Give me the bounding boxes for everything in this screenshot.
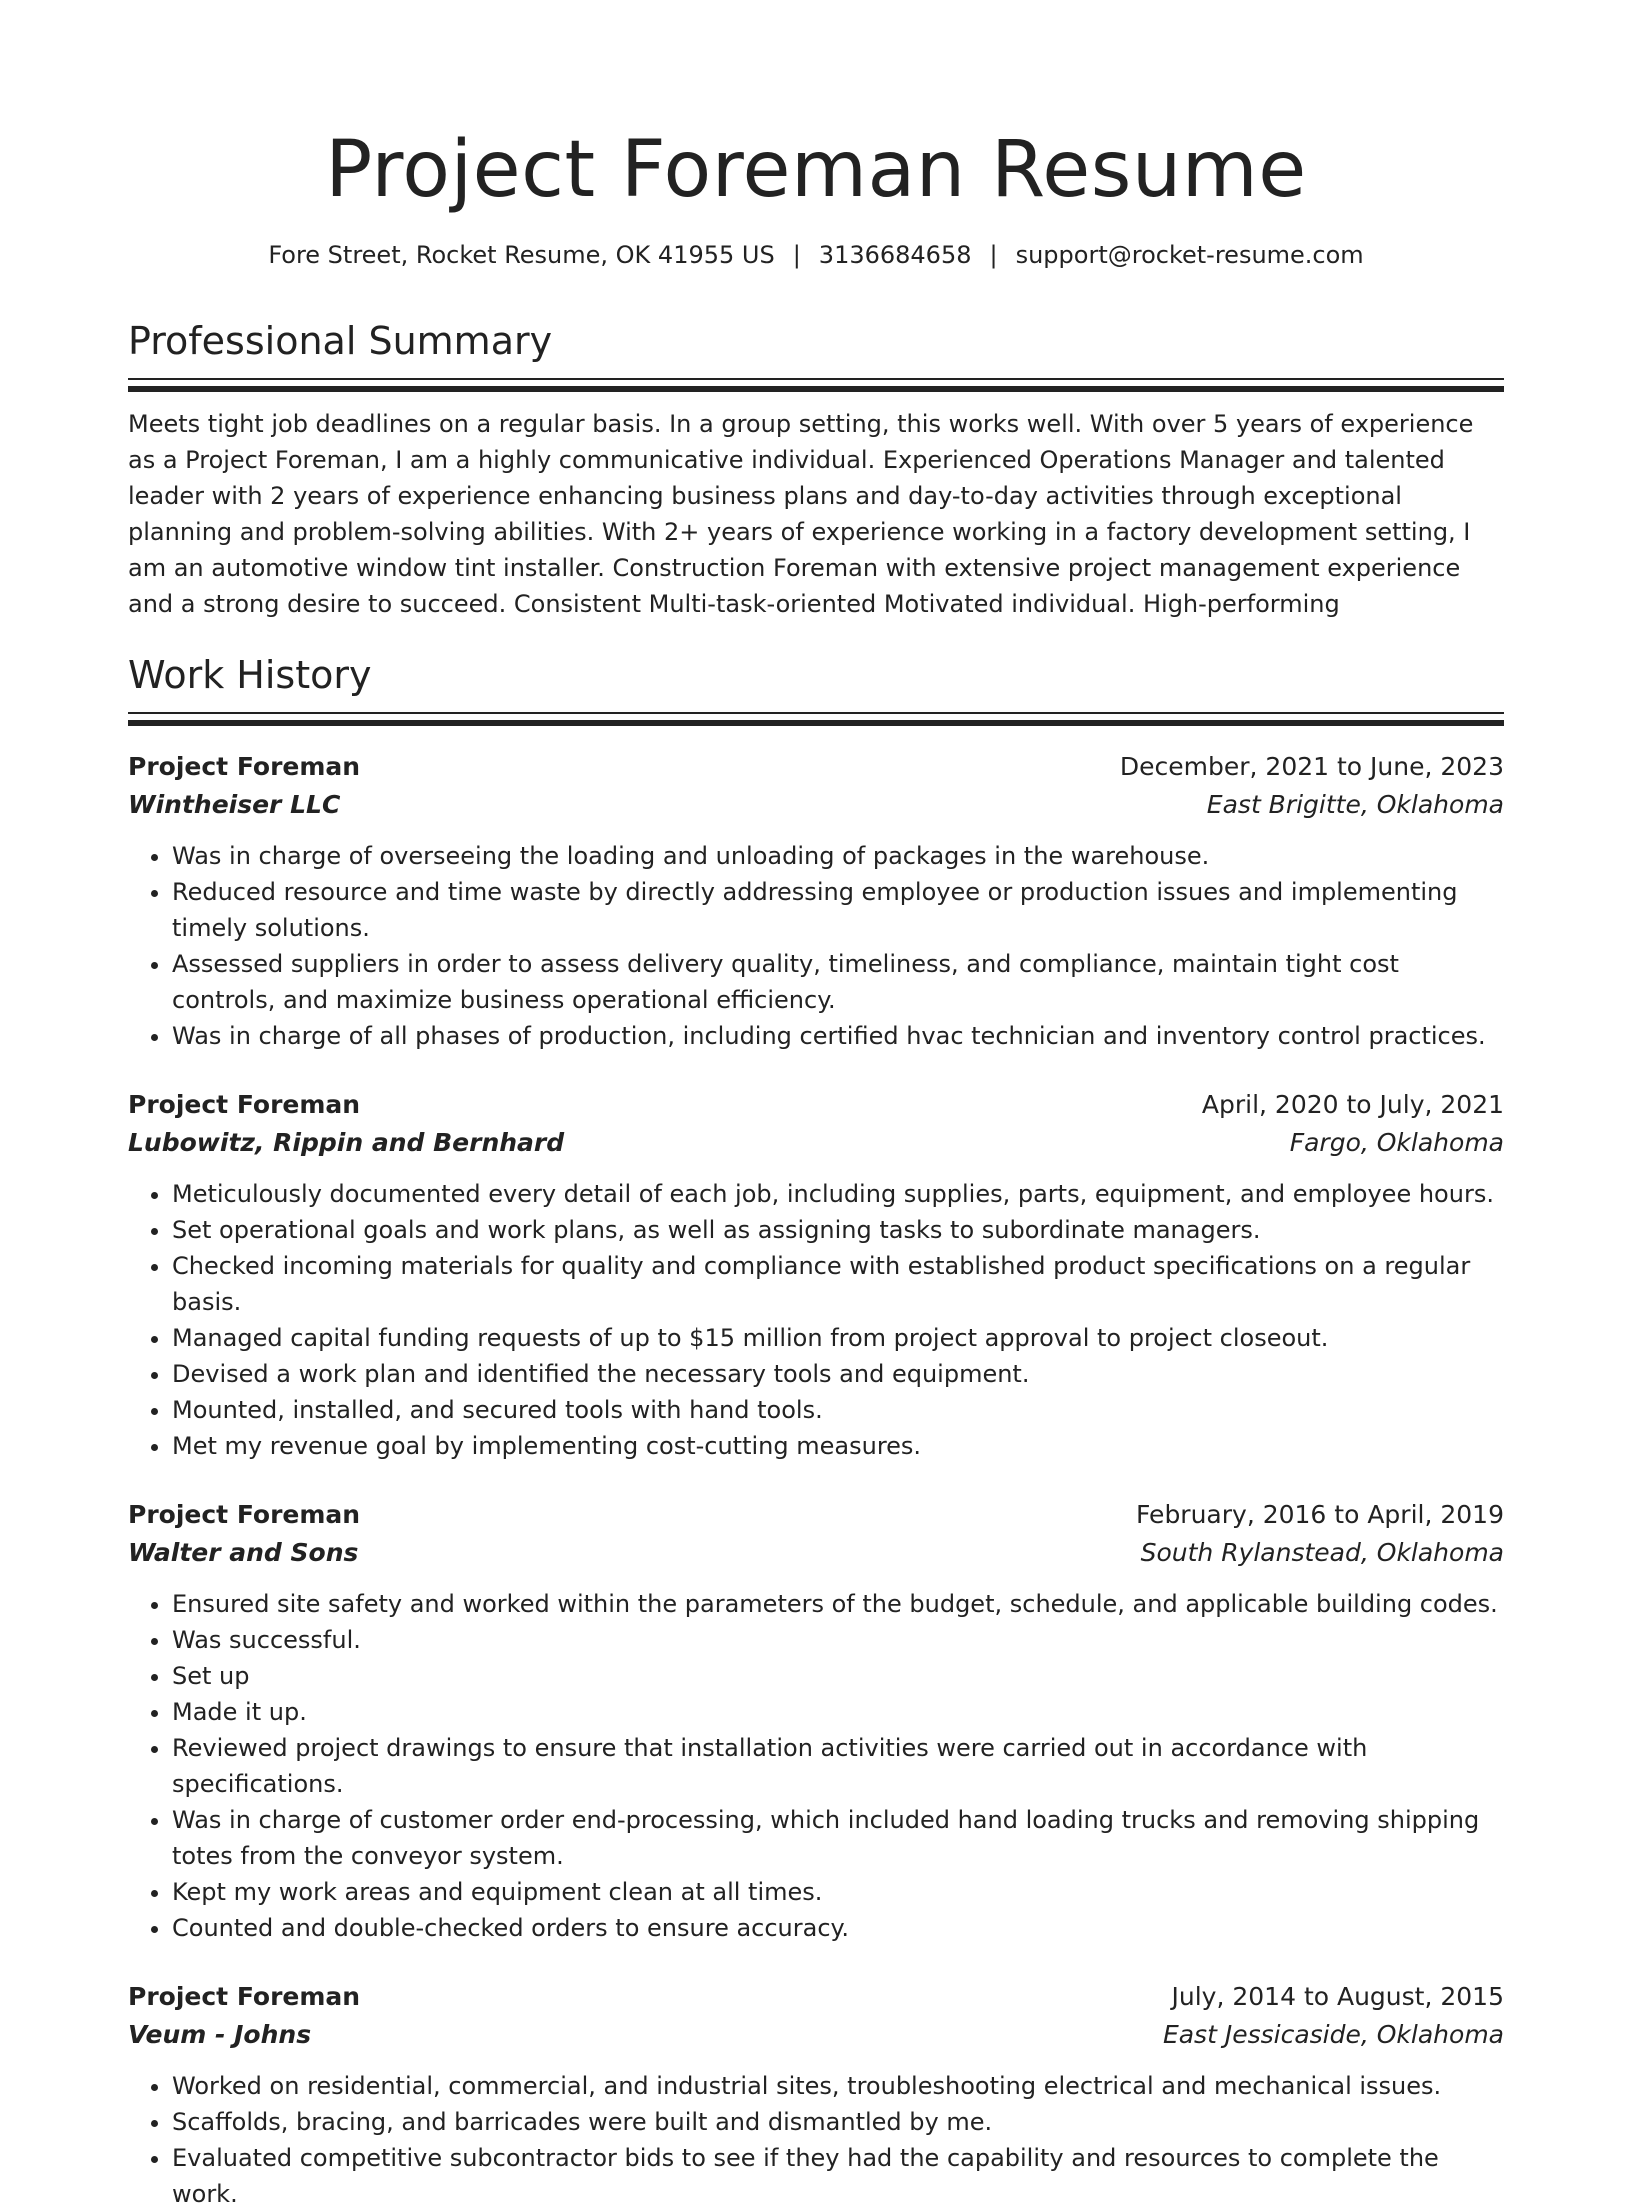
professional-summary-section bbox=[128, 316, 1504, 622]
job-location: South Rylanstead, Oklahoma bbox=[1140, 1538, 1504, 1567]
job-title: Project Foreman bbox=[128, 1982, 361, 2011]
job-bullet: • Was in charge of customer order end-processing, which included hand loading trucks and removing shipping totes from the conveyor system. bbox=[172, 1802, 1504, 1874]
contact-phone: 3136684658 bbox=[818, 241, 972, 269]
job-bullet: • Kept my work areas and equipment clean at all times. bbox=[172, 1874, 1504, 1910]
work-history-section bbox=[128, 650, 1504, 2212]
section-heading-work: Work History bbox=[128, 653, 372, 697]
job-company: Wintheiser LLC bbox=[128, 790, 341, 819]
summary-text: Meets tight job deadlines on a regular basis. In a group setting, this works well. With over 5 years of experience as a Project Foreman, I am a highly communicative individual. Experienced Operations Manager and talented leader with 2 years of experience enhancing business plans and day-to-day activities through exceptional planning and problem-solving abilities. With 2+ years of experience working in a factory development setting, I am an automotive window tint installer. Construction Foreman with extensive project management experience and a strong desire to succeed. Consistent Multi-task-oriented Motivated individual. High-performing bbox=[128, 410, 1474, 618]
job-company: Veum - Johns bbox=[128, 2020, 312, 2049]
job-entry bbox=[128, 1496, 1504, 1946]
job-bullet-list bbox=[128, 2068, 1504, 2212]
job-bullet: • Was in charge of overseeing the loading and unloading of packages in the warehouse. bbox=[172, 838, 1504, 874]
job-bullet: • Checked incoming materials for quality and compliance with established product specifications on a regular basis. bbox=[172, 1248, 1504, 1320]
job-bullet: • Scaffolds, bracing, and barricades were built and dismantled by me. bbox=[172, 2104, 1504, 2140]
job-bullet: • Reviewed project drawings to ensure that installation activities were carried out in accordance with specifications. bbox=[172, 1730, 1504, 1802]
job-bullet: • Was successful. bbox=[172, 1622, 1504, 1658]
contact-line bbox=[128, 238, 1504, 272]
job-company: Walter and Sons bbox=[128, 1538, 359, 1567]
job-location: East Jessicaside, Oklahoma bbox=[1162, 2020, 1504, 2049]
job-location: Fargo, Oklahoma bbox=[1289, 1128, 1504, 1157]
job-entry bbox=[128, 1086, 1504, 1464]
contact-address: Fore Street, Rocket Resume, OK 41955 US bbox=[268, 241, 775, 269]
section-heading-summary: Professional Summary bbox=[128, 319, 553, 363]
job-dates: April, 2020 to July, 2021 bbox=[1201, 1090, 1504, 1119]
job-bullet: • Reduced resource and time waste by directly addressing employee or production issues and implementing timely solutions. bbox=[172, 874, 1504, 946]
job-bullet: • Managed capital funding requests of up to $15 million from project approval to project closeout. bbox=[172, 1320, 1504, 1356]
section-divider bbox=[128, 712, 1504, 726]
job-bullet: • Met my revenue goal by implementing cost-cutting measures. bbox=[172, 1428, 1504, 1464]
job-entry bbox=[128, 748, 1504, 1054]
job-bullet: • Assessed suppliers in order to assess delivery quality, timeliness, and compliance, maintain tight cost controls, and maximize business operational efficiency. bbox=[172, 946, 1504, 1018]
job-entry bbox=[128, 1978, 1504, 2212]
job-bullet: • Ensured site safety and worked within the parameters of the budget, schedule, and applicable building codes. bbox=[172, 1586, 1504, 1622]
job-bullet: • Made it up. bbox=[172, 1694, 1504, 1730]
job-bullet-list bbox=[128, 1586, 1504, 1946]
page-title: Project Foreman Resume bbox=[325, 125, 1307, 215]
job-title: Project Foreman bbox=[128, 752, 361, 781]
job-title: Project Foreman bbox=[128, 1500, 361, 1529]
job-bullet: • Worked on residential, commercial, and industrial sites, troubleshooting electrical and mechanical issues. bbox=[172, 2068, 1504, 2104]
job-bullet-list bbox=[128, 1176, 1504, 1464]
job-bullet: • Devised a work plan and identified the necessary tools and equipment. bbox=[172, 1356, 1504, 1392]
section-divider bbox=[128, 378, 1504, 392]
job-bullet: • Set operational goals and work plans, as well as assigning tasks to subordinate managers. bbox=[172, 1212, 1504, 1248]
job-dates: July, 2014 to August, 2015 bbox=[1171, 1982, 1504, 2011]
job-bullet-list bbox=[128, 838, 1504, 1054]
job-bullet: • Mounted, installed, and secured tools with hand tools. bbox=[172, 1392, 1504, 1428]
job-title: Project Foreman bbox=[128, 1090, 361, 1119]
contact-separator: | bbox=[792, 241, 801, 269]
job-bullet: • Was in charge of all phases of production, including certified hvac technician and inventory control practices. bbox=[172, 1018, 1504, 1054]
job-dates: February, 2016 to April, 2019 bbox=[1136, 1500, 1504, 1529]
contact-separator: | bbox=[989, 241, 998, 269]
job-bullet: • Meticulously documented every detail of each job, including supplies, parts, equipment, and employee hours. bbox=[172, 1176, 1504, 1212]
job-dates: December, 2021 to June, 2023 bbox=[1119, 752, 1504, 781]
job-location: East Brigitte, Oklahoma bbox=[1206, 790, 1504, 819]
job-company: Lubowitz, Rippin and Bernhard bbox=[128, 1128, 565, 1157]
job-bullet: • Set up bbox=[172, 1658, 1504, 1694]
job-bullet: • Evaluated competitive subcontractor bids to see if they had the capability and resources to complete the work. bbox=[172, 2140, 1504, 2212]
contact-email: support@rocket-resume.com bbox=[1015, 241, 1364, 269]
job-bullet: • Counted and double-checked orders to ensure accuracy. bbox=[172, 1910, 1504, 1946]
